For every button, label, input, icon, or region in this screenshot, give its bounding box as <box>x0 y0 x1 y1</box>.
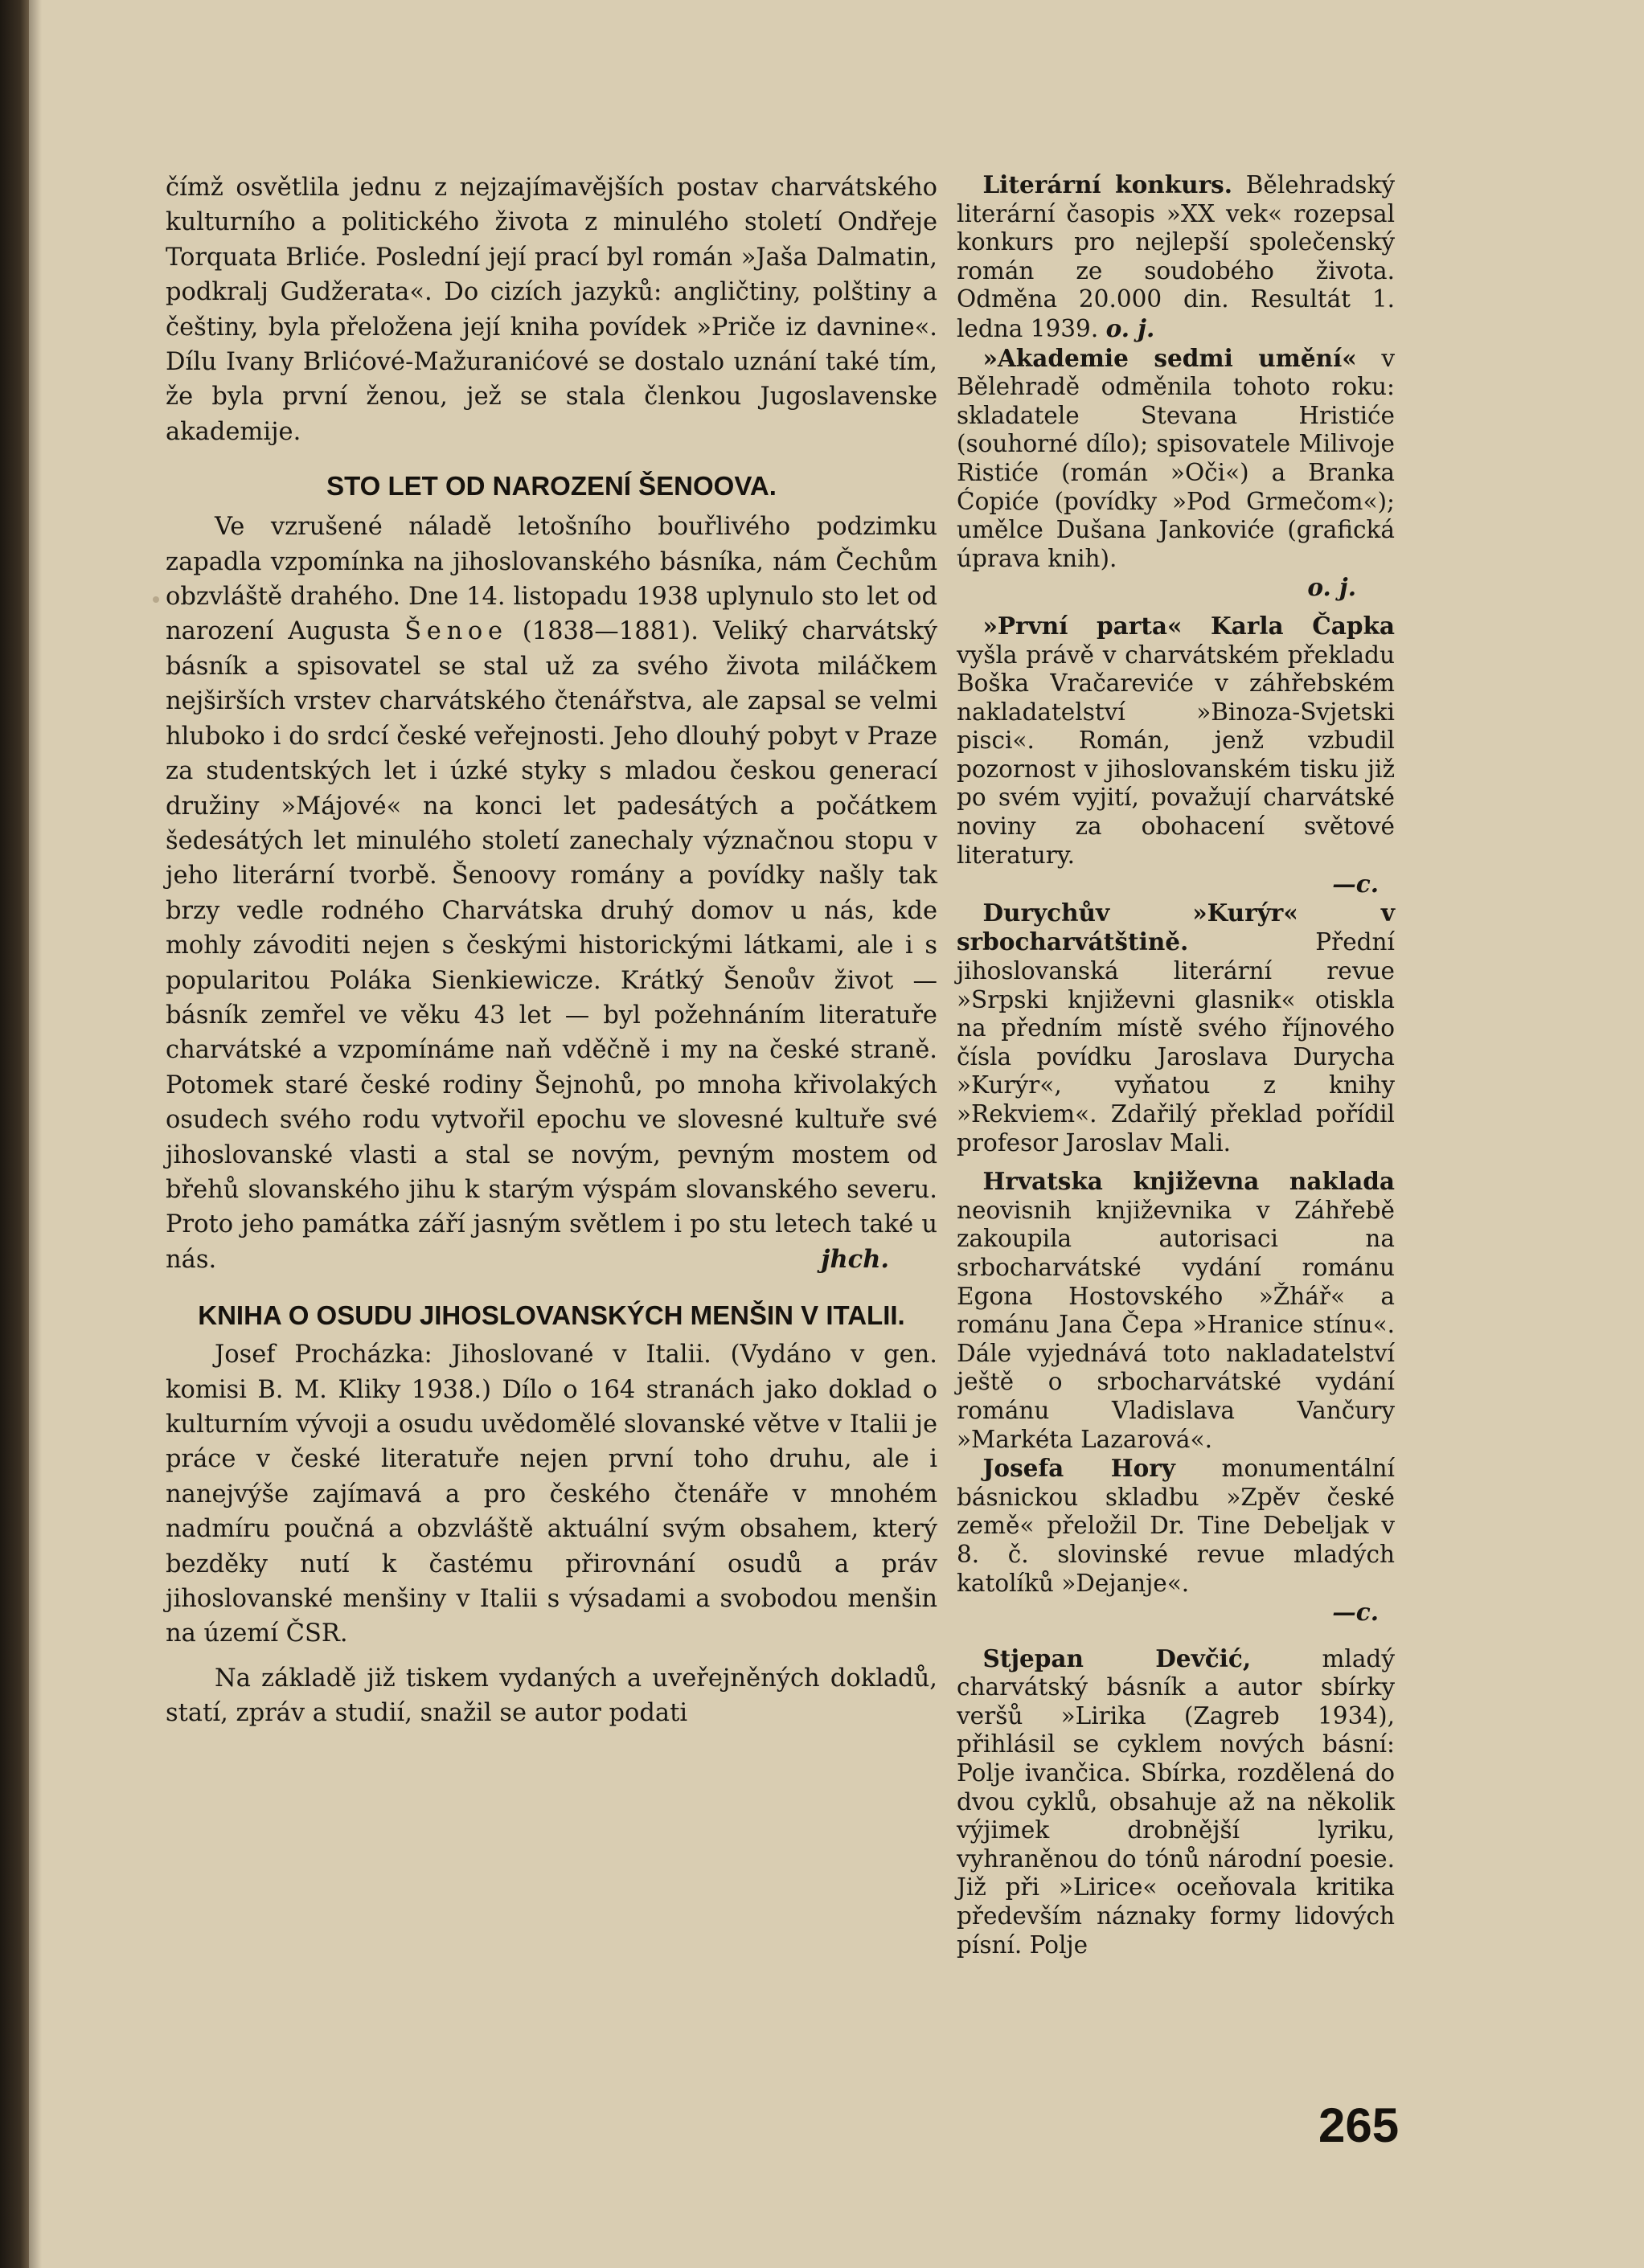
item-lead: Literární konkurs. <box>982 170 1233 199</box>
section-heading-senoa: STO LET OD NAROZENÍ ŠENOOVA. <box>326 471 777 501</box>
senoa-name-spaced: Šenoe <box>404 617 508 646</box>
item-text: vyšla právě v charvátském překladu Boška Vračareviće v záhřebském nakladatelství »Binoza-Svjetski pisci«. Román, jenž vzbudil pozornost v jihoslovanském tisku již po svém vyjití, považují charvátské noviny za obohacení světové literatury. <box>957 641 1395 869</box>
item-lead: Josefa Hory <box>982 1454 1175 1483</box>
news-item-prvni-parta <box>957 612 1395 870</box>
item-gap <box>957 1627 1395 1644</box>
item-signature: o. j. <box>1105 313 1155 342</box>
item-text: mladý charvátský básník a autor sbírky veršů »Lirika (Zagreb 1934), přihlásil se cyklem nových básní: Polje ivančica. Sbírka, rozdělená do dvou cyklů, obsahuje až na několik výjimek drobnější lyriku, vyhraněnou do tónů národní poesie. Již při »Lirice« oceňovala kritika především náznaky formy lidových písní. Polje <box>957 1644 1395 1959</box>
item-lead: Durychův »Kurýr« v srbocharvátštině. <box>957 898 1395 956</box>
item-lead: »První parta« Karla Čapka <box>982 611 1395 640</box>
item-gap <box>957 1157 1395 1167</box>
item-text: neovisnih književnika v Záhřebě zakoupila autorisaci na srbocharvátské vydání románu Egona Hostovského »Žhář« a románu Jana Čepa »Hranice stínu«. Dále vyjednává toto nakladatelství ještě o srbocharvátské vydání románu Vladislava Vančury »Markéta Lazarová«. <box>957 1196 1395 1453</box>
news-item-hrvatska-naklada <box>957 1167 1395 1454</box>
paper-blemish <box>153 596 159 603</box>
senoa-signature: jhch. <box>821 1244 889 1274</box>
senoa-body-part1: Ve vzrušené náladě letošního bouřlivého podzimku zapadla vzpomínka na jihoslovanského básníka, nám Čechům obzvláště drahého. Dne 14. listopadu 1938 uplynulo sto let od narození Augusta <box>166 513 937 646</box>
page-number: 265 <box>1318 2098 1400 2152</box>
intro-paragraph: čímž osvětlila jednu z nejzajímavějších postav charvátského kulturního a politického života z minulého století Ondřeje Torquata Brliće. Poslední její prací byl román »Jaša Dalmatin, podkralj Gudžerata«. Do cizích jazyků: angličtiny, polštiny a češtiny, byla přeložena její kniha povídek »Priče iz davnine«. Dílu Ivany Brlićové-Mažuranićové se dostalo uznání také tím, že byla první ženou, jež se stala členkou Jugoslavenske akademije. <box>166 174 937 446</box>
news-item-akademie <box>957 344 1395 574</box>
news-item-devcic <box>957 1644 1395 1960</box>
item-lead: Stjepan Devčić, <box>982 1644 1252 1672</box>
news-item-konkurs <box>957 170 1395 344</box>
item-text: Přední jihoslovanská literární revue »Srpski književni glasnik« otiskla na předním místě svého říjnového čísla povídku Jaroslava Durycha »Kurýr«, vyňatou z knihy »Rekviem«. Zdařilý překlad pořídil profesor Jaroslav Mali. <box>957 928 1395 1157</box>
spine-shadow <box>29 0 42 2268</box>
kniha-paragraph-1: Josef Procházka: Jihoslované v Italii. (Vydáno v gen. komisi B. M. Kliky 1938.) Dílo o 164 stranách jako doklad o kulturním vývoji a osudu uvědomělé slovanské větve v Italii je práce v české literatuře nejen první toho druhu, ale i nanejvýše zajímavá a pro českého čtenáře v mnohém nadmíru poučná a obzvláště aktuální svým obsahem, který bezděky nutí k častému přirovnání osudů a práv jihoslovanské menšiny v Italii s výsadami a svobodou menšin na území ČSR. <box>166 1341 937 1648</box>
kniha-paragraph-2: Na základě již tiskem vydaných a uveřejněných dokladů, statí, zpráv a studií, snažil se autor podati <box>166 1664 937 1728</box>
item-signature: o. j. <box>1307 573 1356 602</box>
item-gap <box>957 602 1395 612</box>
item-lead: »Akademie sedmi umění« <box>982 343 1357 372</box>
book-binding <box>0 0 29 2268</box>
news-item-josef-hora <box>957 1454 1395 1598</box>
item-lead: Hrvatska književna naklada <box>982 1167 1395 1196</box>
item-signature: —c. <box>1332 1598 1379 1627</box>
item-signature: —c. <box>1332 870 1379 899</box>
item-text: monumentální básnickou skladbu »Zpěv české země« přeložil Dr. Tine Debeljak v 8. č. slovinské revue mladých katolíků »Dejanje«. <box>957 1455 1395 1597</box>
item-text: v Bělehradě odměnila tohoto roku: skladatele Stevana Hristiće (souhorné dílo); spisovatele Milivoje Ristiće (román »Oči«) a Branka Ćopiće (povídky »Pod Grmečom«); umělce Dušana Jankoviće (grafická úprava knih). <box>957 344 1395 572</box>
senoa-article-body <box>166 510 937 1277</box>
item-text: Bělehradský literární časopis »XX vek« rozepsal konkurs pro nejlepší společenský román ze soudobého života. Odměna 20.000 din. Resultát 1. ledna 1939. <box>957 171 1395 342</box>
paragraph-gap <box>166 1652 937 1661</box>
senoa-body-part2: (1838—1881). Veliký charvátský básník a spisovatel se stal už za svého života miláčkem nejširších vrstev charvátského čtenářstva, ale zapsal se velmi hluboko i do srdcí české veřejnosti. Jeho dlouhý pobyt v Praze za studentských let i úzké styky s mladou českou generací družiny »Májové« na konci let padesátých a počátkem šedesátých let minulého století zanechaly význačnou stopu v jeho literární tvorbě. Šenoovy romány a povídky našly tak brzy vedle rodného Charvátska druhý domov u nás, kde mohly závoditi nejen s českými historickými látkami, ale i s popularitou Poláka Sienkiewicze. Krátký Šenoův život — básník zemřel ve věku 43 let — byl požehnáním literatuře charvátské a vzpomínáme naň vděčně i my na české straně. Potomek staré české rodiny Šejnohů, po mnoha křivolakých osudech svého rodu vytvořil epochu ve slovesné kultuře své jihoslovanské vlasti a stal se novým, pevným mostem od břehů slovanského jihu k starým výspám slovanského severu. Proto jeho památka září jasným světlem i po stu letech také u nás. <box>166 617 937 1274</box>
news-item-kuryr <box>957 899 1395 1157</box>
right-column <box>957 170 1395 1959</box>
left-column <box>166 170 937 1731</box>
section-heading-kniha: KNIHA O OSUDU JIHOSLOVANSKÝCH MENŠIN V ITALII. <box>198 1300 905 1331</box>
